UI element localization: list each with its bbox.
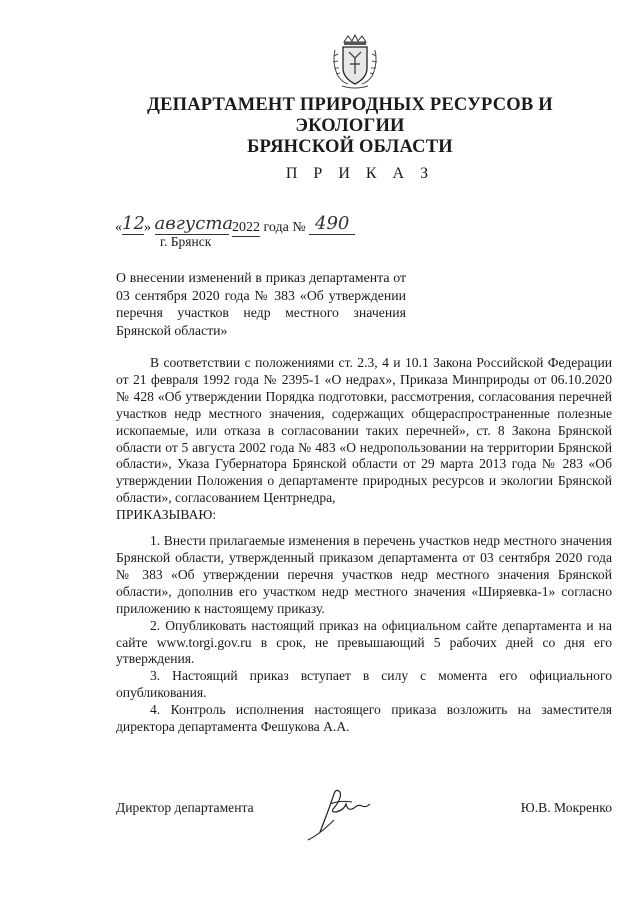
order-month: августа [154,213,234,234]
order-number: 490 [309,213,355,235]
order-day: 12 [122,213,145,234]
order-item-4: 4. Контроль исполнения настоящего приказа возложить на заместителя директора департамента Фешукова А.А. [116,702,612,735]
order-body [116,355,612,736]
order-item-2: 2. Опубликовать настоящий приказ на официальном сайте департамента и на сайте www.torgi.gov.ru в срок, не превышающий 5 рабочих дней со дня его утверждения. [116,617,612,667]
order-year-suffix: года № [263,220,306,235]
order-subject: О внесении изменений в приказ департамента от 03 сентября 2020 года № 383 «Об утверждении перечня участков недр местного значения Брянской области» [116,270,406,338]
handwritten-signature-icon [300,782,390,842]
order-word: ПРИКАЗЫВАЮ: [116,507,217,523]
department-title-line2: БРЯНСКОЙ ОБЛАСТИ [247,137,453,157]
open-quote: « [115,220,122,235]
bryansk-coat-of-arms-icon [330,32,380,90]
order-item-3: 3. Настоящий приказ вступает в силу с момента его официального опубликования. [116,668,612,701]
department-title-line1: ДЕПАРТАМЕНТ ПРИРОДНЫХ РЕСУРСОВ И ЭКОЛОГИИ [147,95,553,136]
city-label: г. Брянск [160,234,212,249]
doc-type-heading: П Р И К А З [285,165,435,182]
preamble-paragraph: В соответствии с положениями ст. 2.3, 4 и 10.1 Закона Российской Федерации от 21 февраля 1992 года № 2395-1 «О недрах», Приказа Минприроды от 06.10.2020 № 428 «Об утверждении Порядка подготовки, рассмотрения, согласования перечней участков недр местного значения, содержащих общераспространенные полезные ископаемые, или отказа в согласовании таких перечней», ст. 8 Закона Брянской области от 5 августа 2002 года № 483 «О недропользовании на территории Брянской области», Указа Губернатора Брянской области от 29 марта 2013 года № 283 «Об утверждении Положения о департаменте природных ресурсов и экологии Брянской области», согласованием Центрнедра, [116,355,612,506]
signer-position: Директор департамента [116,800,254,815]
order-item-1: 1. Внести прилагаемые изменения в перечень участков недр местного значения Брянской области, утвержденный приказом департамента от 03 сентября 2020 года № 383 «Об утверждении перечня участков недр местного значения Брянской области», дополнив его участком недр местного значения «Ширяевка-1» согласно приложению к настоящему приказу. [116,533,612,616]
close-quote: » [144,220,151,235]
order-date-line [115,215,355,237]
signer-name: Ю.В. Мокренко [520,800,612,815]
order-year: 2022 [232,220,260,235]
department-title [100,95,600,158]
